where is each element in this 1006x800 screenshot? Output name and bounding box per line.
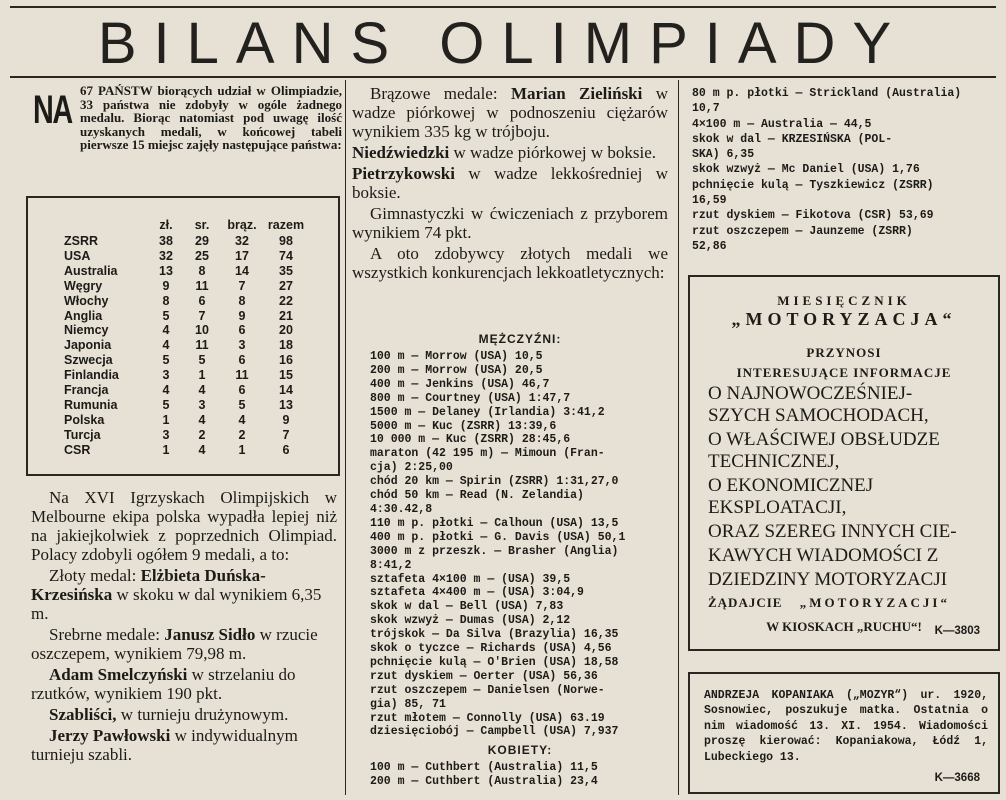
gold-cell: 4 bbox=[162, 383, 170, 398]
country-cell: Rumunia bbox=[64, 397, 118, 412]
ad-line: DZIEDZINY MOTORYZACJI bbox=[708, 569, 948, 590]
result-line: skok w dal — KRZESIŃSKA (POL- bbox=[692, 132, 893, 146]
column-rule-2 bbox=[678, 80, 679, 795]
result-line: rzut młotem — Connolly (USA) 63.19 bbox=[370, 711, 605, 725]
headline: BILANS OLIMPIADY bbox=[97, 11, 909, 76]
gold-cell: 5 bbox=[162, 308, 170, 323]
result-line: 100 m — Morrow (USA) 10,5 bbox=[370, 350, 543, 363]
bronze-cell: 6 bbox=[238, 383, 246, 398]
medal-table-row bbox=[64, 383, 308, 398]
result-line: 1500 m — Delaney (Irlandia) 3:41,2 bbox=[370, 405, 605, 419]
ad-line: KAWYCH WIADOMOŚCI Z bbox=[708, 545, 939, 566]
notice-text: ANDRZEJA KOPANIAKA („MOZYR“) ur. 1920, Sosnowiec, poszukuje matka. Ostatnia o nim wiadomość 13. XI. 1954. Wiadomości proszę kierować: Kopaniakowa, Łódź 1, Lubeckiego 13. bbox=[704, 689, 988, 764]
country-cell: USA bbox=[64, 248, 91, 263]
country-cell: CSR bbox=[64, 442, 91, 457]
header-silver: sr. bbox=[194, 218, 210, 232]
result-line: 400 m p. płotki — G. Davis (USA) 50,1 bbox=[370, 530, 626, 544]
bronze-cell: 5 bbox=[238, 397, 246, 412]
intro-paragraph: 67 PAŃSTW biorących udział w Olimpiadzie, 33 państwa nie zdobyły w ogóle żadnego medalu. Biorąc natomiast pod uwagę ilość uzyskanych medali, w końcowej tabeli pierwsze 15 miejsc zajęły następujące państwa: bbox=[80, 83, 342, 153]
gold-cell: 13 bbox=[159, 263, 173, 278]
column-rule-1 bbox=[345, 80, 346, 795]
silver-medalist-name: Jerzy Pawłowski bbox=[49, 726, 171, 745]
total-cell: 74 bbox=[279, 248, 293, 263]
bronze-medal-paragraph: Brązowe medale: Marian Zieliński w wadze piórkowej w podnoszeniu ciężarów wynikiem 335 kg w trójboju. bbox=[352, 84, 669, 141]
silver-medalist-name: Janusz Sidło bbox=[164, 625, 256, 644]
result-line: skok o tyczce — Richards (USA) 4,56 bbox=[370, 642, 612, 656]
result-line: sztafeta 4×100 m — (USA) 39,5 bbox=[370, 572, 571, 586]
bronze-cell: 2 bbox=[238, 427, 246, 442]
bronze-medalist-name: Pietrzykowski bbox=[352, 164, 455, 183]
silver-medal-paragraph: Adam Smelczyński w strzelaniu do rzutków, wynikiem 190 pkt. bbox=[31, 665, 296, 703]
silver-medalist-name: Szabliści, bbox=[49, 705, 117, 724]
silver-cell: 8 bbox=[198, 263, 206, 278]
ad-line: SZYCH SAMOCHODACH, bbox=[708, 405, 929, 426]
ad-magazine-title: „MOTORYZACJA“ bbox=[731, 309, 957, 329]
bronze-cell: 17 bbox=[235, 248, 249, 263]
women-heading: KOBIETY: bbox=[487, 743, 553, 758]
result-line: chód 20 km — Spirin (ZSRR) 1:31,27,0 bbox=[370, 475, 619, 489]
gold-cell: 3 bbox=[162, 427, 170, 442]
result-line: 80 m p. płotki — Strickland (Australia) bbox=[692, 87, 962, 100]
country-cell: Finlandia bbox=[64, 368, 119, 383]
result-line: pchnięcie kulą — Tyszkiewicz (ZSRR) bbox=[692, 178, 934, 192]
bronze-cell: 3 bbox=[238, 338, 246, 353]
gold-cell: 1 bbox=[162, 412, 170, 427]
gymnastics-paragraph: Gimnastyczki w ćwiczeniach z przyborem wynikiem 74 pkt. bbox=[352, 204, 668, 242]
bronze-medals-article bbox=[352, 84, 668, 282]
bronze-medal-paragraph: Pietrzykowski w wadze lekkośredniej w boksie. bbox=[352, 164, 668, 202]
header-bronze: brąz. bbox=[227, 218, 257, 232]
silver-medalist-name: Adam Smelczyński bbox=[49, 665, 188, 684]
silver-cell: 7 bbox=[198, 308, 206, 323]
bronze-cell: 9 bbox=[238, 308, 246, 323]
silver-cell: 4 bbox=[198, 412, 206, 427]
women-results-continued bbox=[692, 86, 1000, 254]
ad-line: ŻĄDAJCIE „MOTORYZACJI“ bbox=[708, 595, 950, 610]
total-cell: 13 bbox=[279, 397, 293, 412]
gold-medal-paragraph: Złoty medal: Elżbieta Duńska-Krzesińska w skoku w dal wynikiem 6,35 m. bbox=[31, 566, 322, 623]
result-line: dziesięciobój — Campbell (USA) 7,937 bbox=[370, 725, 619, 739]
country-cell: Włochy bbox=[64, 293, 109, 308]
medal-table-row bbox=[64, 443, 308, 458]
result-line: 3000 m z przeszk. — Brasher (Anglia) bbox=[370, 544, 619, 558]
dropcap: NA bbox=[33, 88, 72, 132]
gold-cell: 4 bbox=[162, 323, 170, 338]
result-line: rzut dyskiem — Oerter (USA) 56,36 bbox=[370, 669, 598, 683]
country-cell: Australia bbox=[64, 263, 118, 278]
bronze-cell: 32 bbox=[235, 234, 249, 248]
ad-line: O NAJNOWOCZEŚNIEJ- bbox=[708, 383, 913, 404]
silver-cell: 2 bbox=[198, 427, 206, 442]
men-heading: MĘŻCZYŹNI: bbox=[478, 332, 562, 346]
bronze-medalist-name: Marian Zieliński bbox=[510, 84, 643, 103]
result-line: SKA) 6,35 bbox=[692, 148, 755, 162]
result-line: sztafeta 4×400 m — (USA) 3:04,9 bbox=[370, 586, 584, 600]
medal-table-row bbox=[64, 413, 308, 428]
motoryzacja-advert bbox=[688, 275, 1000, 651]
result-line: 4:30.42,8 bbox=[370, 502, 433, 516]
country-cell: ZSRR bbox=[64, 234, 99, 248]
gold-cell: 1 bbox=[162, 442, 170, 457]
total-cell: 6 bbox=[282, 442, 290, 457]
result-line: pchnięcie kulą — O'Brien (USA) 18,58 bbox=[370, 655, 619, 669]
country-cell: Anglia bbox=[64, 308, 103, 323]
silver-cell: 1 bbox=[198, 368, 206, 383]
athletics-intro-paragraph: A oto zdobywcy złotych medali we wszystkich konkurencjach lekkoatletycznych: bbox=[352, 244, 668, 282]
header-gold: zł. bbox=[159, 218, 173, 232]
country-cell: Turcja bbox=[64, 427, 101, 442]
country-cell: Niemcy bbox=[64, 323, 109, 338]
medal-table-row bbox=[64, 234, 308, 249]
ad-line: MIESIĘCZNIK bbox=[777, 293, 911, 308]
gold-cell: 8 bbox=[162, 293, 170, 308]
gold-cell: 38 bbox=[159, 234, 173, 248]
result-line: 8:41,2 bbox=[370, 558, 412, 572]
silver-cell: 11 bbox=[195, 278, 209, 293]
ad-line: EKSPLOATACJI, bbox=[708, 497, 847, 518]
bronze-medal-paragraph: Niedźwiedzki w wadze piórkowej w boksie. bbox=[352, 143, 657, 162]
bronze-medalist-name: Niedźwiedzki bbox=[352, 143, 450, 162]
country-cell: Japonia bbox=[64, 338, 112, 353]
country-cell: Szwecja bbox=[64, 353, 113, 368]
polish-medals-article bbox=[31, 488, 337, 766]
result-line: gia) 85, 71 bbox=[370, 697, 446, 711]
result-line: skok wzwyż — Dumas (USA) 2,12 bbox=[370, 614, 571, 628]
silver-cell: 6 bbox=[198, 293, 206, 308]
total-cell: 14 bbox=[279, 383, 293, 398]
ad-line: INTERESUJĄCE INFORMACJE bbox=[736, 365, 952, 380]
bronze-cell: 6 bbox=[238, 353, 246, 368]
ad-line: O WŁAŚCIWEJ OBSŁUDZE bbox=[708, 429, 940, 450]
polish-summary: Na XVI Igrzyskach Olimpijskich w Melbourne ekipa polska wypadła lepiej niż na jakiejkolwiek z poprzednich Olimpiad. Polacy zdobyli ogółem 9 medali, a to: bbox=[31, 488, 337, 564]
silver-cell: 4 bbox=[198, 383, 206, 398]
bronze-cell: 1 bbox=[238, 442, 246, 457]
result-line: 400 m — Jenkins (USA) 46,7 bbox=[370, 377, 550, 391]
total-cell: 35 bbox=[279, 263, 293, 278]
medal-table-row bbox=[64, 398, 308, 413]
country-cell: Francja bbox=[64, 383, 109, 398]
result-line: 16,59 bbox=[692, 194, 727, 208]
notice-code: K—3668 bbox=[934, 772, 980, 784]
total-cell: 22 bbox=[279, 293, 293, 308]
ad-line: O EKONOMICZNEJ bbox=[708, 475, 874, 496]
medal-table-row bbox=[64, 264, 308, 279]
silver-medal-paragraph: Srebrne medale: Janusz Sidło w rzucie oszczepem, wynikiem 79,98 m. bbox=[31, 625, 318, 663]
result-line: 110 m p. płotki — Calhoun (USA) 13,5 bbox=[370, 516, 619, 530]
medal-table-row bbox=[64, 353, 308, 368]
medal-table-row bbox=[64, 323, 308, 338]
silver-cell: 5 bbox=[198, 353, 206, 368]
bronze-cell: 14 bbox=[235, 263, 249, 278]
gold-cell: 4 bbox=[162, 338, 170, 353]
medal-table bbox=[64, 216, 308, 458]
medal-table-header bbox=[64, 216, 308, 234]
result-line: 800 m — Courtney (USA) 1:47,7 bbox=[370, 391, 571, 405]
headline-underline bbox=[10, 76, 996, 78]
result-line: skok wzwyż — Mc Daniel (USA) 1,76 bbox=[692, 163, 920, 177]
medal-table-box bbox=[26, 196, 340, 476]
result-line: 200 m — Morrow (USA) 20,5 bbox=[370, 363, 543, 377]
silver-cell: 10 bbox=[195, 323, 209, 338]
silver-medal-paragraph: Jerzy Pawłowski w indywidualnym turnieju szabli. bbox=[31, 726, 298, 764]
result-line: 4×100 m — Australia — 44,5 bbox=[692, 117, 872, 131]
total-cell: 7 bbox=[282, 427, 290, 442]
gold-cell: 5 bbox=[162, 397, 170, 412]
women-results-list bbox=[370, 761, 670, 789]
gold-medalist-name: Elżbieta Duńska-Krzesińska bbox=[31, 566, 266, 604]
gold-cell: 5 bbox=[162, 353, 170, 368]
result-line: maraton (42 195 m) — Mimoun (Fran- bbox=[370, 447, 605, 461]
silver-cell: 3 bbox=[198, 397, 206, 412]
total-cell: 18 bbox=[279, 338, 293, 353]
header-total: razem bbox=[267, 218, 305, 232]
total-cell: 21 bbox=[279, 308, 293, 323]
bronze-cell: 4 bbox=[238, 412, 246, 427]
total-cell: 27 bbox=[279, 278, 293, 293]
medal-table-row bbox=[64, 294, 308, 309]
result-line: 52,86 bbox=[692, 239, 727, 253]
result-line: 10,7 bbox=[692, 102, 720, 116]
country-cell: Węgry bbox=[64, 278, 103, 293]
ad-line: PRZYNOSI bbox=[806, 345, 882, 360]
result-line: rzut oszczepem — Danielsen (Norwe- bbox=[370, 683, 605, 697]
result-line: chód 50 km — Read (N. Zelandia) bbox=[370, 489, 584, 503]
total-cell: 20 bbox=[279, 323, 293, 338]
medal-table-row bbox=[64, 249, 308, 264]
bronze-cell: 11 bbox=[235, 368, 249, 383]
gold-cell: 3 bbox=[162, 368, 170, 383]
result-line: 5000 m — Kuc (ZSRR) 13:39,6 bbox=[370, 419, 557, 433]
silver-cell: 29 bbox=[195, 234, 209, 248]
total-cell: 9 bbox=[282, 412, 290, 427]
ad-line: ORAZ SZEREG INNYCH CIE- bbox=[708, 521, 957, 542]
ad-line: TECHNICZNEJ, bbox=[708, 451, 840, 472]
result-line: trójskok — Da Silva (Brazylia) 16,35 bbox=[370, 628, 619, 642]
medal-table-row bbox=[64, 428, 308, 443]
ad-cta-line: W KIOSKACH „RUCHU“! bbox=[766, 619, 922, 634]
result-line: 10 000 m — Kuc (ZSRR) 28:45,6 bbox=[370, 433, 571, 447]
result-line: cja) 2:25,00 bbox=[370, 461, 453, 475]
result-line: 100 m — Cuthbert (Australia) 11,5 bbox=[370, 761, 598, 775]
total-cell: 15 bbox=[279, 368, 293, 383]
medal-table-row bbox=[64, 279, 308, 294]
medal-table-row bbox=[64, 368, 308, 383]
bronze-cell: 8 bbox=[238, 293, 246, 308]
result-line: rzut dyskiem — Fikotova (CSR) 53,69 bbox=[692, 209, 934, 223]
medal-table-row bbox=[64, 309, 308, 324]
missing-person-notice bbox=[688, 672, 1000, 794]
ad-code: K—3803 bbox=[934, 625, 980, 637]
men-results-list bbox=[370, 350, 670, 739]
silver-medal-paragraph: Szabliści, w turnieju drużynowym. bbox=[49, 705, 289, 724]
silver-cell: 11 bbox=[195, 338, 209, 353]
athletics-results bbox=[370, 330, 670, 789]
medal-table-row bbox=[64, 338, 308, 353]
result-line: rzut oszczepem — Jaunzeme (ZSRR) bbox=[692, 224, 913, 238]
total-cell: 98 bbox=[279, 234, 293, 248]
gold-cell: 32 bbox=[159, 248, 173, 263]
silver-cell: 4 bbox=[198, 442, 206, 457]
result-line: 200 m — Cuthbert (Australia) 23,4 bbox=[370, 775, 598, 789]
silver-cell: 25 bbox=[195, 248, 209, 263]
bronze-cell: 6 bbox=[238, 323, 246, 338]
bronze-cell: 7 bbox=[238, 278, 246, 293]
gold-cell: 9 bbox=[162, 278, 170, 293]
total-cell: 16 bbox=[279, 353, 293, 368]
country-cell: Polska bbox=[64, 412, 105, 427]
result-line: skok w dal — Bell (USA) 7,83 bbox=[370, 600, 564, 614]
top-rule bbox=[10, 6, 996, 8]
